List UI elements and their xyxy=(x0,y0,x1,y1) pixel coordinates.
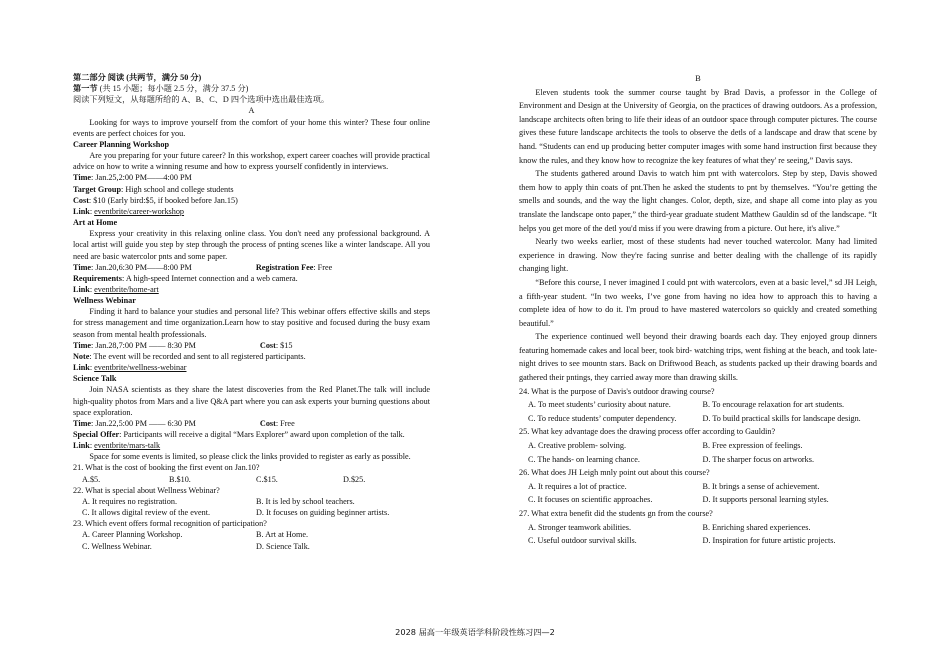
question-options xyxy=(519,534,877,548)
question-options xyxy=(519,453,877,467)
question-options xyxy=(519,439,877,453)
question-stem: 22. What is special about Wellness Webinar? xyxy=(73,485,220,495)
event-art-at-home xyxy=(73,217,430,295)
question-options xyxy=(519,493,877,507)
option-b: B. Free expression of feelings. xyxy=(702,441,803,451)
left-column xyxy=(73,72,430,552)
option-c: C. Useful outdoor survival skills. xyxy=(528,536,637,546)
event-science-talk xyxy=(73,373,430,451)
passage-a-intro: Looking for ways to improve yourself from the comfort of your home this winter? These four online events are perfect choices for you. xyxy=(73,117,430,138)
event-link[interactable]: eventbrite/mars-talk xyxy=(94,441,161,451)
question-options xyxy=(73,496,430,507)
passage-b-paragraph: Nearly two weeks earlier, most of these students had never touched watercolor. Many had limited experience in drawing. Now they're facing sunrise and better dealing with the challenge of its rapidly changing light. xyxy=(519,237,877,274)
event-requirements: Requirements: A high-speed Internet connection and a web camera. xyxy=(73,273,298,283)
event-time-cost: Time: Jan.22,5:00 PM —— 6:30 PM Cost: Free xyxy=(73,418,295,428)
question-22 xyxy=(73,485,430,518)
event-title: Wellness Webinar xyxy=(73,296,136,306)
event-link-line: Link: eventbrite/career-workshop xyxy=(73,206,185,216)
question-stem: 27. What extra benefit did the students gn from the course? xyxy=(519,509,713,518)
option-c: C. Wellness Webinar. xyxy=(82,541,152,551)
question-options xyxy=(73,541,430,552)
option-c: C. It focuses on scientific approaches. xyxy=(528,495,653,505)
option-a: A. It requires a lot of practice. xyxy=(528,481,627,491)
question-stem: 21. What is the cost of booking the first event on Jan.10? xyxy=(73,463,260,473)
option-d: D. The sharper focus on artworks. xyxy=(702,454,814,464)
event-description: Finding it hard to balance your studies and personal life? This webinar offers effective skills and steps for stress management and time organization.Learn how to stay positive and focused during the busy exam season from mental health professionals. xyxy=(73,307,430,339)
event-wellness-webinar xyxy=(73,295,430,373)
question-27 xyxy=(519,507,877,548)
option-b: B.$10. xyxy=(169,474,191,484)
option-c: C. It allows digital review of the event. xyxy=(82,508,211,518)
event-link-line: Link: eventbrite/wellness-webinar xyxy=(73,363,187,373)
question-options xyxy=(73,529,430,540)
question-stem: 26. What does JH Leigh mnly point out about this course? xyxy=(519,468,710,478)
question-options xyxy=(519,412,877,426)
option-d: D. It focuses on guiding beginner artists. xyxy=(256,508,390,518)
question-stem: 24. What is the purpose of Davis's outdoor drawing course? xyxy=(519,386,715,396)
event-link[interactable]: eventbrite/wellness-webinar xyxy=(94,363,187,373)
event-title: Career Planning Workshop xyxy=(73,139,169,149)
option-b: B. It is led by school teachers. xyxy=(256,496,355,506)
option-a: A. It requires no registration. xyxy=(82,496,178,506)
question-options xyxy=(519,480,877,494)
option-a: A.$5. xyxy=(82,474,101,484)
passage-b-label: B xyxy=(695,74,701,83)
option-b: B. To encourage relaxation for art students. xyxy=(702,400,845,410)
page-footer: 2028 届高一年级英语学科阶段性练习四—2 xyxy=(395,627,555,637)
passage-a-label: A xyxy=(248,106,255,116)
question-options xyxy=(519,521,877,535)
question-stem: 23. Which event offers formal recognition of participation? xyxy=(73,519,267,529)
section-heading: 第一节 (共 15 小题；每小题 2.5 分，满分 37.5 分) xyxy=(73,84,249,94)
event-time-fee: Time: Jan.20,6:30 PM——8:00 PM Registration Fee: Free xyxy=(73,262,333,272)
passage-b-paragraph: Eleven students took the summer course taught by Brad Davis, a professor in the College of Environment and Design at the University of Georgia, on the practices of drawing outdoors. As a profession, landscape architects often bring to life their ideas of an outdoor space through computer pictures. The course gives these future landscape architects the tools to observe the detls of a landscape and draw that scene by hand. “Students can end up producing better computer images with some hand instruction first because they know the rules, and they know how to recognize the key features of what they' re seeing,” Davis says. xyxy=(519,87,877,165)
event-title: Art at Home xyxy=(73,218,118,228)
event-link-line: Link: eventbrite/mars-talk xyxy=(73,441,161,451)
option-d: D. Science Talk. xyxy=(256,541,310,551)
part-heading: 第二部分 阅读 (共两节，满分 50 分) xyxy=(73,73,202,82)
option-b: B. Enriching shared experiences. xyxy=(702,522,811,532)
question-stem: 25. What key advantage does the drawing process offer according to Gauldin? xyxy=(519,427,776,437)
event-target-group: Target Group: High school and college students xyxy=(73,184,234,194)
passage-b-paragraph: The students gathered around Davis to watch him pnt with watercolors. Step by step, Davis showed them how to apply thin coats of pnt.Then he asked the students to pnt by themselves. “You’re getting the smells and sounds, and the way the light changes. Color, depth, size, and shape all come into play as you translate the landscape onto paper,” the third-year graduate student Matthew Gauldin sd of the landscape. “It helps you get more of the detl you'd miss if you were drawing from a picture. Out here, it's alive.” xyxy=(519,169,877,233)
instruction: 阅读下列短文，从每题所给的 A、B、C、D 四个选项中选出最佳选项。 xyxy=(73,95,330,105)
question-24 xyxy=(519,385,877,426)
passage-b-paragraph: The experience continued well beyond their drawing boards each day. They enjoyed group dinners featuring homemade cakes and local beer, took bird- watching trips, went fishing at the beach, and took late-night drives to see mountn stars. Back on Driftwood Beach, as students packed up their drawing boards and gathered their pntings, they carried away more than drawing skills. xyxy=(519,332,877,383)
event-description: Join NASA scientists as they share the latest discoveries from the Red Planet.The talk will include high-quality photos from Mars and a live Q&A part where you can ask experts your burning questions about space exploration. xyxy=(73,385,430,417)
option-a: A. Career Planning Workshop. xyxy=(82,530,183,540)
question-25 xyxy=(519,425,877,466)
question-21 xyxy=(73,462,430,484)
question-options xyxy=(73,507,430,518)
option-c: C. The hands- on learning chance. xyxy=(528,454,640,464)
event-note: Note: The event will be recorded and sent to all registered participants. xyxy=(73,351,306,361)
event-link[interactable]: eventbrite/home-art xyxy=(94,284,159,294)
option-b: B. Art at Home. xyxy=(256,530,309,540)
question-options xyxy=(73,474,430,485)
event-description: Express your creativity in this relaxing online class. You don't need any professional background. A local artist will guide you step by step through the process of pnting scenes like a winter landscape. All you need are basic watercolor pnts and some paper. xyxy=(73,229,430,261)
option-d: D. To build practical skills for landscape design. xyxy=(702,413,861,423)
option-b: B. It brings a sense of achievement. xyxy=(702,481,820,491)
option-d: D. It supports personal learning styles. xyxy=(702,495,829,505)
event-cost: Cost: $10 (Early bird:$5, if booked before Jan.15) xyxy=(73,195,238,205)
option-d: D.$25. xyxy=(343,474,366,484)
passage-a-closing: Space for some events is limited, so please click the links provided to register as early as possible. xyxy=(89,452,411,462)
option-a: A. Stronger teamwork abilities. xyxy=(528,522,632,532)
event-time: Time: Jan.25,2:00 PM——4:00 PM xyxy=(73,173,192,183)
passage-b-paragraph: “Before this course, I never imagined I could pnt with watercolors, even at a basic level,” sd JH Leigh, a fifth-year student. “In two weeks, I’ve gone from having no idea how to approach this to having a complete idea of how to do it. I'm proud to have mastered watercolors so quickly and created something beautiful.” xyxy=(519,277,877,328)
event-career-planning xyxy=(73,139,430,217)
question-23 xyxy=(73,518,430,551)
option-d: D. Inspiration for future artistic projects. xyxy=(702,536,836,546)
option-a: A. To meet students’ curiosity about nature. xyxy=(528,400,671,410)
question-options xyxy=(519,398,877,412)
right-column xyxy=(519,72,877,548)
event-link-line: Link: eventbrite/home-art xyxy=(73,284,159,294)
option-a: A. Creative problem- solving. xyxy=(528,441,627,451)
event-special-offer: Special Offer: Participants will receive a digital “Mars Explorer” award upon completion of the talk. xyxy=(73,430,405,439)
event-time-cost: Time: Jan.28,7:00 PM —— 8:30 PM Cost: $15 xyxy=(73,340,293,350)
option-c: C. To reduce students’ computer dependency. xyxy=(528,413,677,423)
event-description: Are you preparing for your future career? In this workshop, expert career coaches will provide practical advice on how to write a winning resume and how to express yourself confidently in interviews. xyxy=(73,151,430,172)
event-title: Science Talk xyxy=(73,374,117,384)
option-c: C.$15. xyxy=(256,474,278,484)
event-link[interactable]: eventbrite/career-workshop xyxy=(94,206,185,216)
question-26 xyxy=(519,466,877,507)
